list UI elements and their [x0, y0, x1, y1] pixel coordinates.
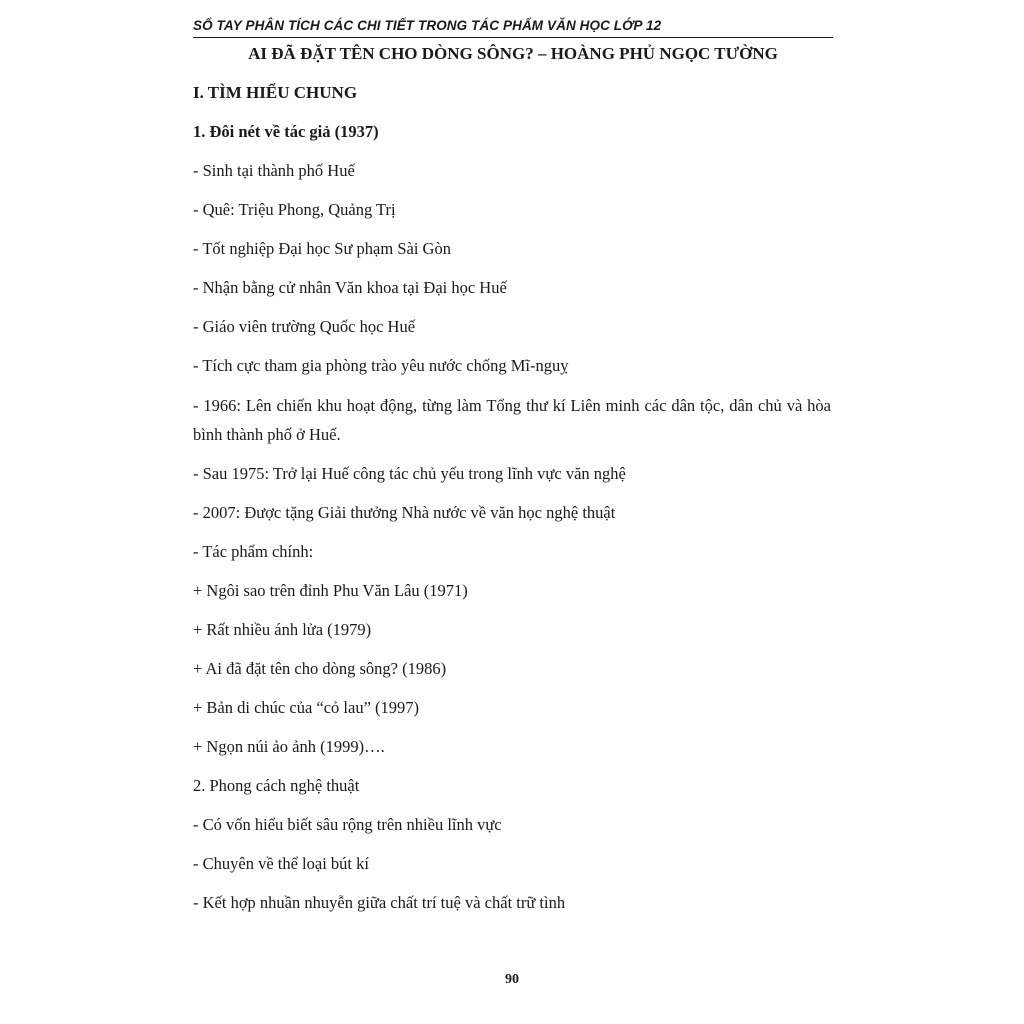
style-item: - Có vốn hiểu biết sâu rộng trên nhiều lĩnh vực — [193, 815, 502, 834]
author-item-graduation: - Tốt nghiệp Đại học Sư phạm Sài Gòn — [193, 239, 451, 258]
author-item-after-1975: - Sau 1975: Trở lại Huế công tác chủ yếu trong lĩnh vực văn nghệ — [193, 464, 626, 483]
author-item-2007-award: - 2007: Được tặng Giải thưởng Nhà nước về văn học nghệ thuật — [193, 503, 616, 522]
author-heading: 1. Đôi nét về tác giả (1937) — [193, 122, 379, 141]
document-title: AI ĐÃ ĐẶT TÊN CHO DÒNG SÔNG? – HOÀNG PHỦ NGỌC TƯỜNG — [248, 44, 778, 63]
running-header: SỔ TAY PHÂN TÍCH CÁC CHI TIẾT TRONG TÁC PHẨM VĂN HỌC LỚP 12 — [193, 15, 833, 38]
style-item: - Kết hợp nhuần nhuyễn giữa chất trí tuệ và chất trữ tình — [193, 893, 566, 912]
work-item: + Ngọn núi ảo ảnh (1999)…. — [193, 737, 385, 756]
work-item: + Ngôi sao trên đỉnh Phu Văn Lâu (1971) — [193, 581, 468, 600]
author-item-degree: - Nhận bằng cử nhân Văn khoa tại Đại học Huế — [193, 278, 507, 297]
author-item-hometown: - Quê: Triệu Phong, Quảng Trị — [193, 200, 396, 219]
author-item-birthplace: - Sinh tại thành phố Huế — [193, 161, 355, 180]
page-number: 90 — [505, 972, 519, 987]
author-item-teacher: - Giáo viên trường Quốc học Huế — [193, 317, 416, 336]
author-item-1966: - 1966: Lên chiến khu hoạt động, từng làm Tổng thư kí Liên minh các dân tộc, dân chủ và hòa bình thành phố ở Huế. — [193, 396, 831, 444]
style-heading: 2. Phong cách nghệ thuật — [193, 776, 360, 795]
work-item: + Ai đã đặt tên cho dòng sông? (1986) — [193, 659, 447, 678]
works-label: - Tác phẩm chính: — [193, 542, 314, 561]
style-item: - Chuyên về thể loại bút kí — [193, 854, 369, 873]
section-heading: I. TÌM HIỂU CHUNG — [193, 83, 358, 102]
work-item: + Bản di chúc của “cỏ lau” (1997) — [193, 698, 420, 717]
work-item: + Rất nhiều ánh lửa (1979) — [193, 620, 372, 639]
author-item-movement: - Tích cực tham gia phòng trào yêu nước chống Mĩ-nguỵ — [193, 356, 569, 375]
